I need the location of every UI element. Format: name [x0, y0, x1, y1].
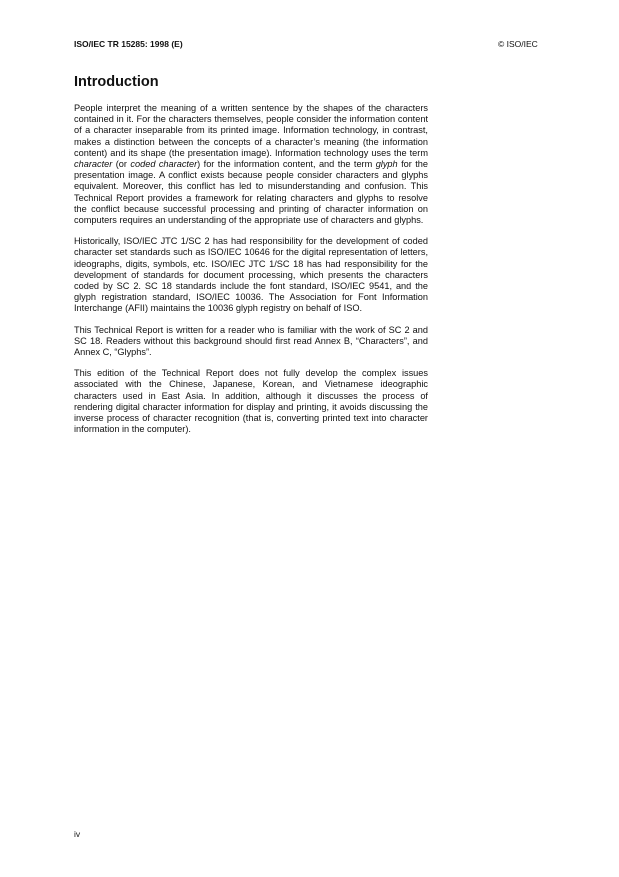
paragraph [74, 236, 428, 314]
text-run: Historically, ISO/IEC JTC 1/SC 2 has had responsibility for the development of coded character set standards such as ISO/IEC 10646 for the digital representation of letters, ideographs, digits, symbols, etc. ISO/IEC JTC 1/SC 18 has had responsibility for the development of standards for document processing, which presents the characters coded by SC 2. SC 18 standards include the font standard, ISO/IEC 9541, and the glyph registration standard, ISO/IEC 10036. The Association for Font Information Interchange (AFII) maintains the 10036 glyph registry on behalf of ISO. [74, 236, 428, 314]
paragraph [74, 325, 428, 359]
text-run: for the presentation image. A conflict exists because people consider characters and glyphs equivalent. Moreover, this conflict has led to misunderstanding and confusion. This Technical Report provides a framework for relating characters and glyphs to resolve the conflict because successful processing and printing of character information on computers requires an understanding of the appropriate use of characters and glyphs. [74, 159, 428, 226]
text-run: This Technical Report is written for a reader who is familiar with the work of SC 2 and SC 18. Readers without this background should first read Annex B, “Characters”, and Annex C, “Glyphs”. [74, 324, 428, 358]
term-character: character [74, 159, 113, 170]
page-number: iv [74, 829, 81, 839]
section-title: Introduction [74, 74, 159, 90]
body-text [74, 103, 428, 445]
term-coded-character: coded character [130, 159, 198, 170]
document-id: ISO/IEC TR 15285: 1998 (E) [74, 39, 183, 49]
text-run: People interpret the meaning of a written sentence by the shapes of the characters contained in it. For the characters themselves, people consider the information content of a character inseparable from its printed image. Information technology, in contrast, makes a distinction between the concepts of a character’s meaning (the information content) and its shape (the presentation image). Information technology uses the term [74, 103, 428, 158]
copyright-notice: © ISO/IEC [498, 39, 538, 49]
text-run: ) for the information content, and the term [197, 159, 376, 170]
paragraph [74, 103, 428, 226]
text-run: (or [112, 159, 131, 170]
paragraph [74, 368, 428, 435]
text-run: This edition of the Technical Report does not fully develop the complex issues associated with the Chinese, Japanese, Korean, and Vietnamese ideographic characters used in East Asia. In addition, although it discusses the process of rendering digital character information for display and printing, it avoids discussing the inverse process of character recognition (that is, converting printed text into character information in the computer). [74, 368, 428, 435]
term-glyph: glyph [375, 159, 398, 170]
